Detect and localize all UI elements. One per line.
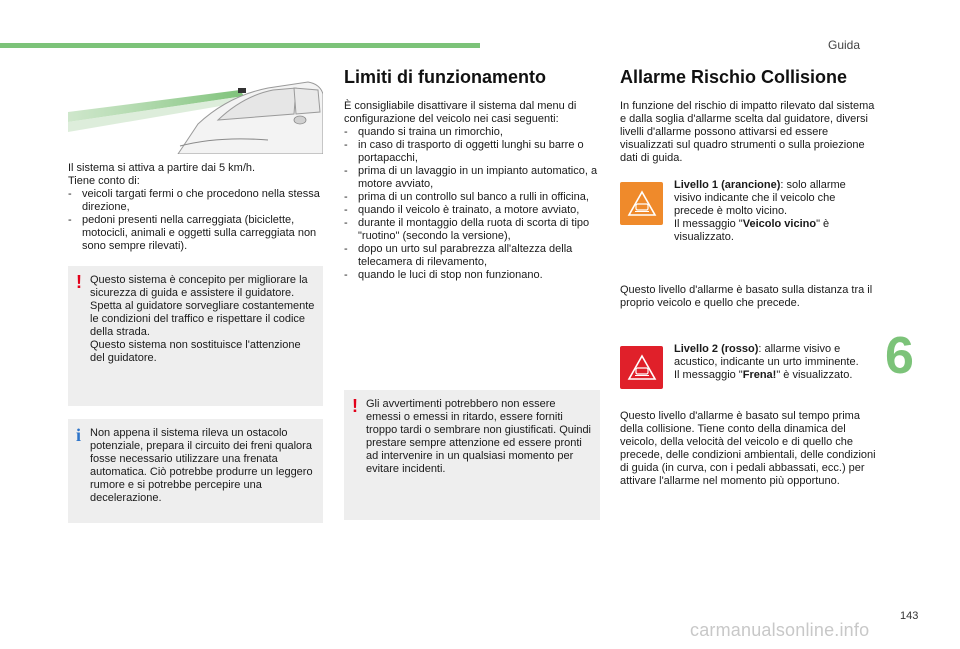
level1-msg-prefix: Il messaggio " xyxy=(674,218,743,230)
column-right xyxy=(620,66,876,488)
watermark: carmanualsonline.info xyxy=(690,620,870,640)
warning-text: Questo sistema è concepito per migliorare la sicurezza di guida e assistere il guidatore. xyxy=(90,274,308,299)
info-notice-brakes xyxy=(68,419,323,523)
alert-level-1 xyxy=(620,179,876,244)
warning-exclamation-icon: ! xyxy=(352,396,358,416)
col1-intro-2: Tiene conto di: xyxy=(68,175,140,187)
warning-notice-alerts xyxy=(344,390,600,520)
level1-label: Livello 1 (arancione) xyxy=(674,179,781,191)
limit-list-item: - durante il montaggio della ruota di scorta di tipo "ruotino" (secondo la versione), xyxy=(344,217,600,243)
info-i-icon: i xyxy=(76,425,82,445)
warning-exclamation-icon: ! xyxy=(76,272,82,292)
warning-text: Questo sistema non sostituisce l'attenzione del guidatore. xyxy=(90,339,301,364)
level2-label: Livello 2 (rosso) xyxy=(674,343,759,355)
col2-intro: È consigliabile disattivare il sistema dal menu di configurazione del veicolo nei casi seguenti: xyxy=(344,100,577,125)
car-camera-illustration xyxy=(68,74,323,154)
alert-level-2 xyxy=(620,343,876,388)
level2-note: Questo livello d'allarme è basato sul tempo prima della collisione. Tiene conto della dinamica del veicolo, della velocità del veicolo e di quello che precede, delle condizioni ambientali, delle condizioni di guida (in curva, con i pedali abbassati, ecc.) per attivare l'allarme nel momento più opportuno. xyxy=(620,410,876,487)
limit-list-item: - prima di un controllo sul banco a rulli in officina, xyxy=(344,191,600,204)
header-accent-bar xyxy=(0,43,480,48)
limit-list-item: - in caso di trasporto di oggetti lunghi su barre o portapacchi, xyxy=(344,139,600,165)
level1-msg-suffix: " è visualizzato. xyxy=(674,218,830,243)
col1-intro-1: Il sistema si attiva a partire dai 5 km/h. xyxy=(68,162,256,174)
limit-list-item: - quando le luci di stop non funzionano. xyxy=(344,269,600,282)
limit-list-item: - quando si traina un rimorchio, xyxy=(344,126,600,139)
section-title-collision-alert: Allarme Rischio Collisione xyxy=(620,67,848,87)
orange-collision-warning-icon xyxy=(620,182,663,225)
red-collision-warning-icon xyxy=(620,346,663,389)
info-text: Non appena il sistema rileva un ostacolo potenziale, prepara il circuito dei freni qualora fosse necessario utilizzare una frenata automatica. Ciò potrebbe produrre un leggero rumore e si potrebbe percepire una decelerazione. xyxy=(90,427,313,504)
level1-note: Questo livello d'allarme è basato sulla distanza tra il proprio veicolo e quello che precede. xyxy=(620,284,873,309)
warning-text: Gli avvertimenti potrebbero non essere emessi o emessi in ritardo, essere forniti troppo tardi o sembrare non giustificati. Quindi prestare sempre attenzione ed essere pronti ad intervenire in un qualsiasi momento per evitare incidenti. xyxy=(366,398,592,475)
limit-list-item: - prima di un lavaggio in un impianto automatico, a motore avviato, xyxy=(344,165,600,191)
column-middle xyxy=(344,66,600,520)
column-left xyxy=(68,74,323,523)
page-number: 143 xyxy=(900,610,919,622)
col1-list-item: - veicoli targati fermi o che procedono nella stessa direzione, xyxy=(68,188,323,214)
level2-text: : allarme visivo e acustico, indicante un urto imminente. xyxy=(674,343,859,368)
section-title-limits: Limiti di funzionamento xyxy=(344,67,546,87)
limit-list-item: - quando il veicolo è trainato, a motore avviato, xyxy=(344,204,600,217)
level1-message: Veicolo vicino xyxy=(742,218,817,230)
windshield-camera-icon xyxy=(68,74,323,154)
chapter-number: 6 xyxy=(885,327,914,385)
level2-msg-prefix: Il messaggio " xyxy=(674,369,743,381)
warning-notice-system xyxy=(68,266,323,406)
col3-intro: In funzione del rischio di impatto rilevato dal sistema e dalla soglia d'allarme scelta dal guidatore, diversi livelli d'allarme possono attivarsi ed essere visualizzati sul quadro strumenti o sulla proiezione dati di guida. xyxy=(620,100,875,164)
level2-message: Frena! xyxy=(742,369,777,381)
level1-text: : solo allarme visivo indicante che il veicolo che precede è molto vicino. xyxy=(674,179,846,217)
section-label: Guida xyxy=(828,38,861,52)
col1-list-item: - pedoni presenti nella carreggiata (biciclette, motocicli, animali e oggetti sulla carreggiata non sono sempre rilevati). xyxy=(68,214,323,253)
warning-text: Spetta al guidatore sorvegliare costantemente le condizioni del traffico e rispettare il codice della strada. xyxy=(90,300,315,338)
limit-list-item: - dopo un urto sul parabrezza all'altezza della telecamera di rilevamento, xyxy=(344,243,600,269)
level2-msg-suffix: " è visualizzato. xyxy=(776,369,853,381)
